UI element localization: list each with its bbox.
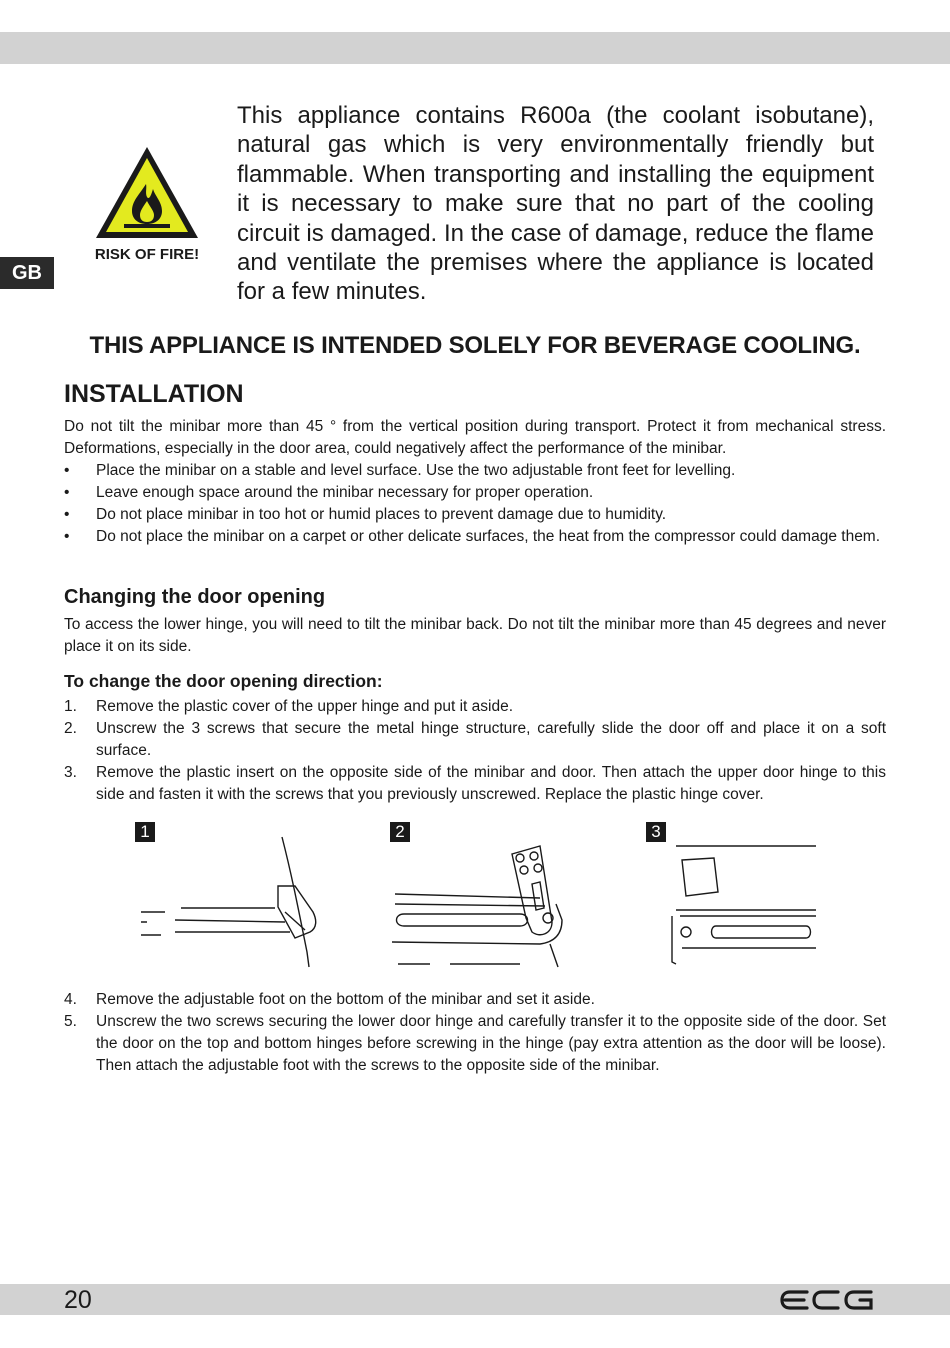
header-band (0, 32, 950, 64)
figure-step-2 (390, 822, 580, 972)
page-number: 20 (64, 1286, 92, 1314)
figure-number: 2 (390, 822, 410, 842)
figure-step-1 (135, 822, 325, 972)
step-number: 2. (64, 720, 77, 737)
door-steps-list-continued (64, 989, 886, 1077)
installation-intro: Do not tilt the minibar more than 45 ° from the vertical position during transport. Protect it from mechanical stress. Deformations, especially in the door area, could negatively affect the performance of the minibar. (64, 418, 886, 457)
bullet-text: Do not place the minibar on a carpet or other delicate surfaces, the heat from the compressor could damage them. (96, 528, 881, 545)
door-section-heading: Changing the door opening (64, 586, 326, 608)
list-item (64, 989, 886, 1011)
hinge-insert-illustration (646, 822, 822, 972)
warning-caption: RISK OF FIRE! (94, 246, 200, 263)
step-number: 4. (64, 991, 77, 1008)
bullet-text: Do not place minibar in too hot or humid places to prevent damage due to humidity. (96, 506, 667, 523)
list-item (64, 504, 886, 526)
step-text: Remove the plastic insert on the opposite side of the minibar and door. Then attach the upper door hinge to this side and fasten it with the screws that you previously unscrewed. Replace the plastic hinge cover. (96, 764, 886, 803)
installation-bullets (64, 460, 886, 548)
hinge-cover-illustration (135, 822, 325, 972)
step-text: Remove the adjustable foot on the bottom of the minibar and set it aside. (96, 991, 595, 1008)
step-number: 1. (64, 698, 77, 715)
list-item (64, 460, 886, 482)
figure-step-3 (646, 822, 822, 972)
step-text: Unscrew the 3 screws that secure the metal hinge structure, carefully slide the door off and place it on a soft surface. (96, 720, 886, 759)
bullet-marker: • (64, 506, 70, 523)
usage-banner: THIS APPLIANCE IS INTENDED SOLELY FOR BEVERAGE COOLING. (89, 332, 861, 359)
list-item (64, 526, 886, 548)
door-steps-heading: To change the door opening direction: (64, 671, 383, 691)
step-text: Remove the plastic cover of the upper hinge and put it aside. (96, 698, 514, 715)
list-item (64, 696, 886, 718)
figure-number: 3 (646, 822, 666, 842)
bullet-marker: • (64, 528, 70, 545)
step-text: Unscrew the two screws securing the lower door hinge and carefully transfer it to the opposite side of the door. Set the door on the top and bottom hinges before screwing in the hinge (pay extra attention as the door will be loose). Then attach the adjustable foot with the screws to the opposite side of the minibar. (96, 1013, 886, 1074)
door-steps-list (64, 696, 886, 806)
ecg-logo-icon (780, 1289, 874, 1311)
figure-number: 1 (135, 822, 155, 842)
door-section-intro: To access the lower hinge, you will need to tilt the minibar back. Do not tilt the minibar more than 45 degrees and never place it on its side. (64, 616, 886, 655)
step-number: 3. (64, 764, 77, 781)
installation-heading: INSTALLATION (64, 380, 244, 408)
flammable-warning-icon (94, 145, 200, 241)
bullet-text: Place the minibar on a stable and level surface. Use the two adjustable front feet for levelling. (96, 462, 736, 479)
list-item (64, 718, 886, 762)
warning-text: This appliance contains R600a (the coolant isobutane), natural gas which is very environmentally friendly but flammable. When transporting and installing the equipment it is necessary to make sure that no part of the cooling circuit is damaged. In the case of damage, reduce the flame and ventilate the premises where the appliance is located for a few minutes. (237, 102, 874, 306)
hinge-screws-illustration (390, 822, 580, 972)
bullet-text: Leave enough space around the minibar necessary for proper operation. (96, 484, 594, 501)
bullet-marker: • (64, 462, 70, 479)
list-item (64, 1011, 886, 1077)
language-tab: GB (0, 257, 54, 289)
list-item (64, 762, 886, 806)
step-number: 5. (64, 1013, 77, 1030)
list-item (64, 482, 886, 504)
bullet-marker: • (64, 484, 70, 501)
